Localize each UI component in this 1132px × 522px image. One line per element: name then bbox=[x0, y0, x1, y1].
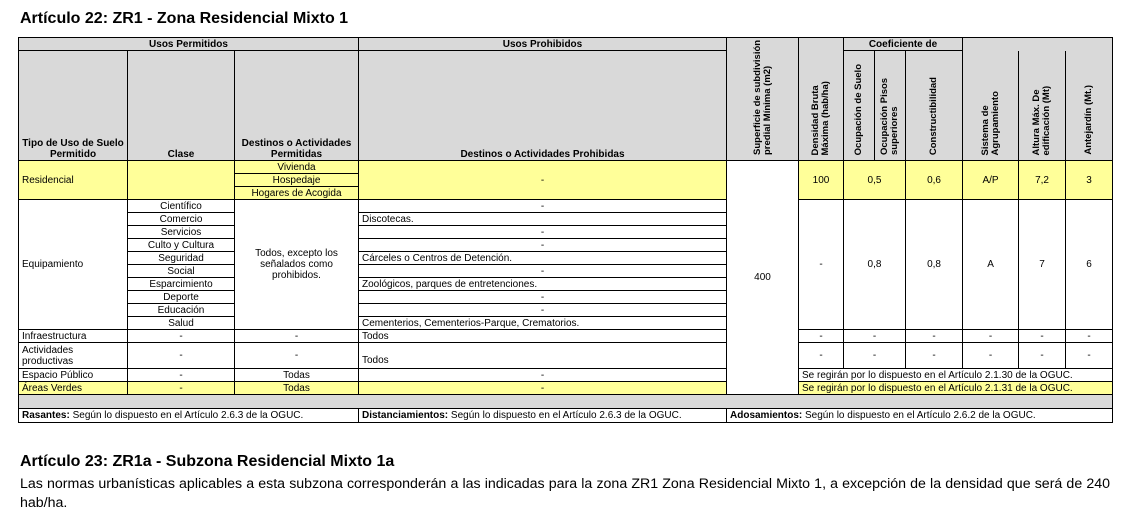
prohibidas-item: - bbox=[359, 239, 727, 252]
ocupacion-actividades: - bbox=[844, 343, 906, 369]
table-row bbox=[19, 200, 1113, 213]
clase-item: Servicios bbox=[128, 226, 235, 239]
destino-vivienda: Vivienda bbox=[235, 161, 359, 174]
constructibilidad-residencial: 0,6 bbox=[906, 161, 963, 200]
tipo-equipamiento: Equipamiento bbox=[19, 200, 128, 330]
altura-actividades: - bbox=[1019, 343, 1066, 369]
header-coeficiente: Coeficiente de bbox=[844, 38, 963, 51]
header-densidad: Densidad Bruta Máxima (hab/ha) bbox=[799, 51, 844, 161]
antejardin-actividades: - bbox=[1066, 343, 1113, 369]
header-blank-right bbox=[963, 38, 1113, 51]
ocupacion-equipamiento: 0,8 bbox=[844, 200, 906, 330]
zoning-table bbox=[18, 37, 1113, 423]
prohibidas-item: Discotecas. bbox=[359, 213, 727, 226]
clase-item: Culto y Cultura bbox=[128, 239, 235, 252]
prohibidas-item: Zoológicos, parques de entretenciones. bbox=[359, 278, 727, 291]
header-usos-permitidos: Usos Permitidos bbox=[19, 38, 359, 51]
constructibilidad-infraestructura: - bbox=[906, 330, 963, 343]
footer-adosamientos: Adosamientos: Según lo dispuesto en el Artículo 2.6.2 de la OGUC. bbox=[727, 409, 1113, 423]
table-row bbox=[19, 382, 1113, 395]
prohibidas-item: - bbox=[359, 291, 727, 304]
nota-areas: Se regirán por lo dispuesto en el Artículo 2.1.31 de la OGUC. bbox=[799, 382, 1113, 395]
header-ocupacion-suelo: Ocupación de Suelo bbox=[844, 51, 875, 161]
prohibidas-item: Cárceles o Centros de Detención. bbox=[359, 252, 727, 265]
prohibidas-residencial: - bbox=[359, 161, 727, 200]
header-clase: Clase bbox=[128, 51, 235, 161]
permitidas-actividades: - bbox=[235, 343, 359, 369]
constructibilidad-actividades: - bbox=[906, 343, 963, 369]
table-row bbox=[19, 343, 1113, 369]
clase-item: Esparcimiento bbox=[128, 278, 235, 291]
tipo-espacio-publico: Espacio Público bbox=[19, 369, 128, 382]
footer-distanciamientos: Distanciamientos: Según lo dispuesto en el Artículo 2.6.3 de la OGUC. bbox=[359, 409, 727, 423]
prohibidas-infraestructura: Todos bbox=[359, 330, 727, 343]
densidad-equipamiento: - bbox=[799, 200, 844, 330]
agrupamiento-equipamiento: A bbox=[963, 200, 1019, 330]
clase-item: Social bbox=[128, 265, 235, 278]
header-usos-prohibidos: Usos Prohibidos bbox=[359, 38, 727, 51]
clase-item: Científico bbox=[128, 200, 235, 213]
header-row-1 bbox=[19, 38, 1113, 51]
nota-espacio: Se regirán por lo dispuesto en el Artículo 2.1.30 de la OGUC. bbox=[799, 369, 1113, 382]
altura-equipamiento: 7 bbox=[1019, 200, 1066, 330]
prohibidas-item: - bbox=[359, 200, 727, 213]
antejardin-equipamiento: 6 bbox=[1066, 200, 1113, 330]
clase-areas: - bbox=[128, 382, 235, 395]
footer-row bbox=[19, 409, 1113, 423]
altura-residencial: 7,2 bbox=[1019, 161, 1066, 200]
clase-item: Deporte bbox=[128, 291, 235, 304]
tipo-residencial: Residencial bbox=[19, 161, 128, 200]
permitidas-areas: Todas bbox=[235, 382, 359, 395]
constructibilidad-equipamiento: 0,8 bbox=[906, 200, 963, 330]
ocupacion-residencial: 0,5 bbox=[844, 161, 906, 200]
footer-rasantes: Rasantes: Según lo dispuesto en el Artículo 2.6.3 de la OGUC. bbox=[19, 409, 359, 423]
clase-residencial bbox=[128, 161, 235, 200]
clase-item: Educación bbox=[128, 304, 235, 317]
tipo-infraestructura: Infraestructura bbox=[19, 330, 128, 343]
header-destinos-permitidos: Destinos o Actividades Permitidas bbox=[235, 51, 359, 161]
header-ocupacion-pisos: Ocupación Pisos superiores bbox=[875, 51, 906, 161]
header-destinos-prohibidos: Destinos o Actividades Prohibidas bbox=[359, 51, 727, 161]
header-tipo-uso: Tipo de Uso de Suelo Permitido bbox=[19, 51, 128, 161]
antejardin-residencial: 3 bbox=[1066, 161, 1113, 200]
header-superficie: Superficie de subdivisión predial Mínima (m2) bbox=[727, 38, 799, 161]
superficie-value: 400 bbox=[727, 161, 799, 395]
clase-infraestructura: - bbox=[128, 330, 235, 343]
header-blank bbox=[799, 38, 844, 51]
destino-hospedaje: Hospedaje bbox=[235, 174, 359, 187]
destino-hogares: Hogares de Acogida bbox=[235, 187, 359, 200]
header-constructibilidad: Constructibilidad bbox=[906, 51, 963, 161]
densidad-residencial: 100 bbox=[799, 161, 844, 200]
antejardin-infraestructura: - bbox=[1066, 330, 1113, 343]
prohibidas-areas: - bbox=[359, 382, 727, 395]
clase-espacio: - bbox=[128, 369, 235, 382]
spacer-row bbox=[19, 395, 1113, 409]
prohibidas-item: - bbox=[359, 304, 727, 317]
agrupamiento-residencial: A/P bbox=[963, 161, 1019, 200]
clase-item: Seguridad bbox=[128, 252, 235, 265]
prohibidas-espacio: - bbox=[359, 369, 727, 382]
article-22-title: Artículo 22: ZR1 - Zona Residencial Mixto 1 bbox=[20, 10, 349, 27]
article-23-title: Artículo 23: ZR1a - Subzona Residencial Mixto 1a bbox=[20, 453, 395, 470]
permitidas-infraestructura: - bbox=[235, 330, 359, 343]
prohibidas-actividades: Todos bbox=[359, 343, 727, 369]
header-antejardin: Antejardín (Mt.) bbox=[1066, 51, 1113, 161]
spacer-cell bbox=[19, 395, 1113, 409]
tipo-actividades: Actividades productivas bbox=[19, 343, 128, 369]
ocupacion-infraestructura: - bbox=[844, 330, 906, 343]
densidad-infraestructura: - bbox=[799, 330, 844, 343]
table-row bbox=[19, 330, 1113, 343]
clase-actividades: - bbox=[128, 343, 235, 369]
header-row-2 bbox=[19, 51, 1113, 161]
header-agrupamiento: Sistema de Agrupamiento bbox=[963, 51, 1019, 161]
prohibidas-item: - bbox=[359, 226, 727, 239]
clase-item: Salud bbox=[128, 317, 235, 330]
tipo-areas-verdes: Áreas Verdes bbox=[19, 382, 128, 395]
permitidas-equipamiento: Todos, excepto los señalados como prohibidos. bbox=[235, 200, 359, 330]
agrupamiento-actividades: - bbox=[963, 343, 1019, 369]
prohibidas-item: Cementerios, Cementerios-Parque, Crematorios. bbox=[359, 317, 727, 330]
article-23-text: Las normas urbanísticas aplicables a esta subzona corresponderán a las indicadas para la zona ZR1 Zona Residencial Mixto 1, a excepción de la densidad que será de 240 hab/ha. bbox=[20, 476, 1110, 511]
densidad-actividades: - bbox=[799, 343, 844, 369]
altura-infraestructura: - bbox=[1019, 330, 1066, 343]
agrupamiento-infraestructura: - bbox=[963, 330, 1019, 343]
permitidas-espacio: Todas bbox=[235, 369, 359, 382]
table-row bbox=[19, 161, 1113, 174]
clase-item: Comercio bbox=[128, 213, 235, 226]
header-altura: Altura Máx. De edificación (Mt) bbox=[1019, 51, 1066, 161]
prohibidas-item: - bbox=[359, 265, 727, 278]
table-row bbox=[19, 369, 1113, 382]
